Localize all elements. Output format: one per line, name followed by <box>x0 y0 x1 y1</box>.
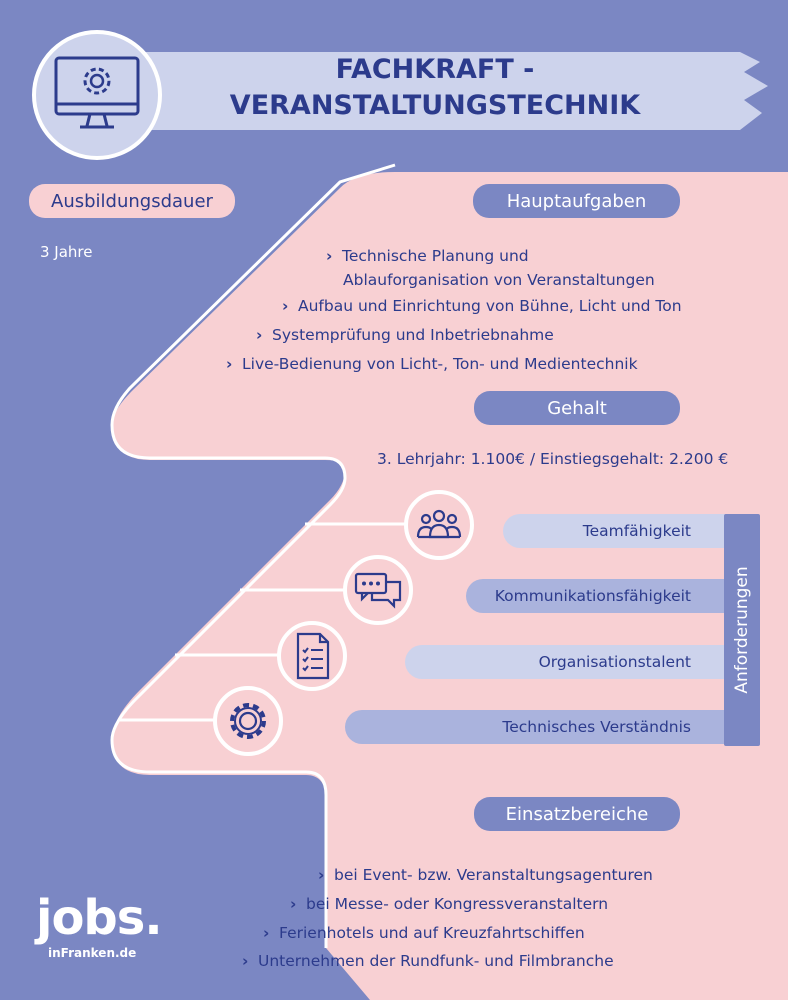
title-line-2: VERANSTALTUNGSTECHNIK <box>229 90 641 121</box>
hauptaufgaben-item: › Live-Bedienung von Licht-, Ton- und Medientechnik <box>226 355 638 373</box>
einsatzbereiche-label: Einsatzbereiche <box>474 797 680 831</box>
einsatzbereiche-item: › Unternehmen der Rundfunk- und Filmbranche <box>242 952 614 970</box>
chat-icon <box>342 554 414 626</box>
team-icon <box>403 489 475 561</box>
gehalt-value: 3. Lehrjahr: 1.100€ / Einstiegsgehalt: 2.200 € <box>377 450 729 468</box>
ausbildungsdauer-label: Ausbildungsdauer <box>29 184 235 218</box>
jobs-logo: jobs. <box>36 890 162 946</box>
hauptaufgaben-item-cont: Ablauforganisation von Veranstaltungen <box>343 271 655 289</box>
einsatzbereiche-item: › bei Messe- oder Kongressveranstaltern <box>290 895 609 913</box>
title-line-1: FACHKRAFT - <box>335 54 535 85</box>
requirement-bar: Kommunikationsfähigkeit <box>466 579 743 613</box>
gehalt-label: Gehalt <box>474 391 680 425</box>
jobs-logo-sub: inFranken.de <box>48 946 137 960</box>
hauptaufgaben-item: › Aufbau und Einrichtung von Bühne, Licht und Ton <box>282 297 682 315</box>
ausbildungsdauer-value: 3 Jahre <box>40 243 93 261</box>
requirement-bar: Technisches Verständnis <box>345 710 743 744</box>
einsatzbereiche-item: › bei Event- bzw. Veranstaltungsagenturen <box>318 866 653 884</box>
requirement-bar: Teamfähigkeit <box>503 514 743 548</box>
checklist-icon <box>276 620 348 692</box>
hauptaufgaben-item: › Systemprüfung und Inbetriebnahme <box>256 326 554 344</box>
requirement-bar: Organisationstalent <box>405 645 743 679</box>
anforderungen-label: Anforderungen <box>724 514 760 746</box>
einsatzbereiche-item: › Ferienhotels und auf Kreuzfahrtschiffen <box>263 924 585 942</box>
monitor-gear-icon <box>30 28 164 162</box>
hauptaufgaben-label: Hauptaufgaben <box>473 184 680 218</box>
gear-icon <box>212 685 284 757</box>
hauptaufgaben-item: › Technische Planung und <box>326 247 529 265</box>
page-title <box>150 52 720 124</box>
